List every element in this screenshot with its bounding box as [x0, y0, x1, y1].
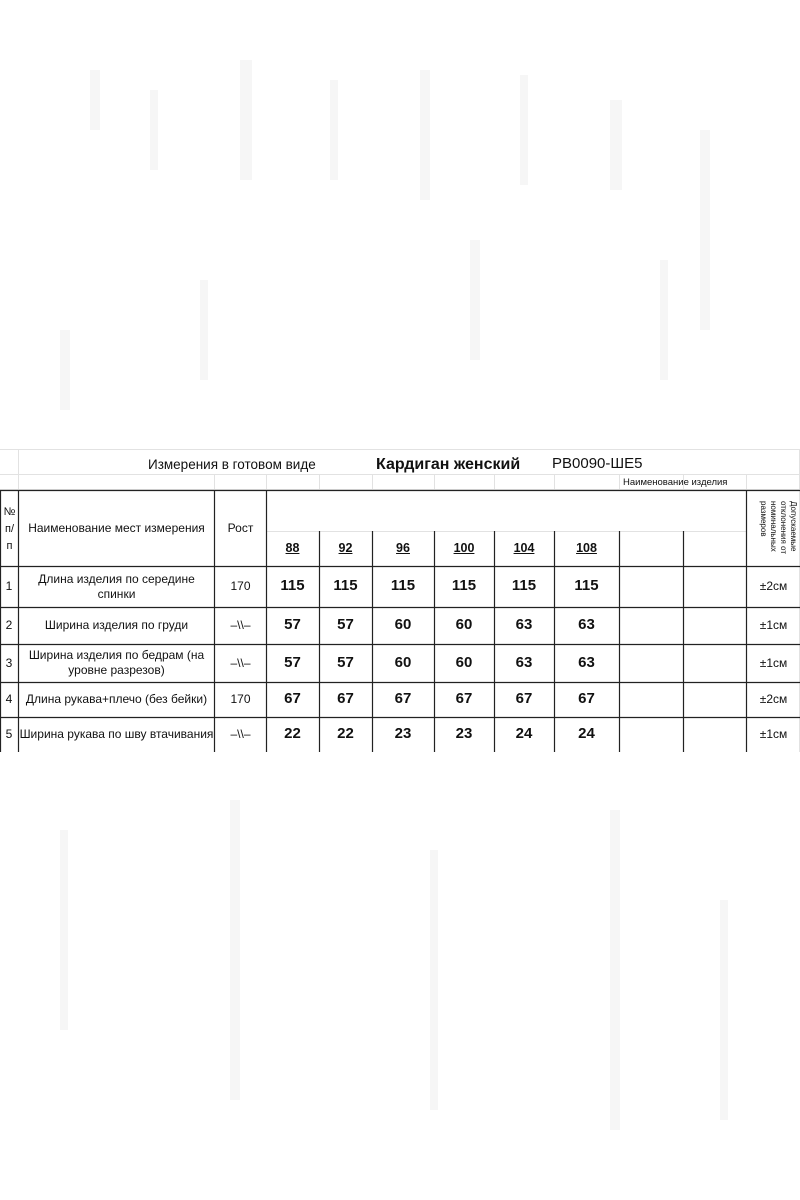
- sheet-caption: Измерения в готовом виде: [148, 457, 316, 472]
- row-measurement-name: Ширина изделия по груди: [44, 618, 189, 632]
- row-tolerance: ±1см: [759, 727, 788, 741]
- row-size-value: 67: [515, 690, 533, 708]
- row-measurement-name: Ширина изделия по бедрам (на уровне разрезов): [28, 648, 205, 677]
- size-header-cell: 108: [576, 541, 597, 556]
- col-header-height-label: Рост: [227, 521, 254, 535]
- row-size-value: 67: [337, 690, 354, 708]
- row-size-value: 67: [394, 690, 412, 708]
- row-size-value: 57: [337, 653, 354, 671]
- row-size-value: 115: [451, 577, 477, 595]
- row-size-value: 63: [515, 653, 533, 671]
- row-number: 3: [5, 655, 13, 670]
- row-size-value: 24: [515, 725, 533, 743]
- row-size-value: 60: [455, 616, 473, 634]
- row-size-value: 60: [394, 616, 412, 634]
- row-number: 5: [5, 727, 13, 741]
- col-header-place: [19, 491, 214, 566]
- size-header-cell: 96: [396, 541, 410, 556]
- row-size-value: 115: [280, 577, 305, 595]
- row-number: 2: [5, 618, 13, 632]
- row-size-value: 67: [284, 690, 301, 708]
- row-tolerance: ±2см: [759, 692, 788, 706]
- size-header-cell: 92: [338, 541, 353, 556]
- row-number: 1: [5, 579, 13, 593]
- row-size-value: 60: [455, 653, 473, 671]
- col-header-tolerance-label: Допускаемые отклонения от номинальных размеров: [759, 501, 798, 554]
- size-header-cell: 100: [453, 541, 475, 556]
- col-header-place-label: Наименование мест измерения: [28, 521, 205, 535]
- row-size-value: 23: [455, 725, 473, 743]
- col-header-number: [1, 499, 18, 559]
- row-height: 170: [230, 692, 251, 706]
- row-measurement-name: Ширина рукава по шву втачивания: [19, 727, 214, 741]
- row-size-value: 22: [337, 725, 354, 743]
- row-size-value: 115: [574, 577, 599, 595]
- row-size-value: 24: [578, 725, 595, 743]
- row-size-value: 57: [284, 653, 301, 671]
- col-header-height: [215, 491, 266, 566]
- row-measurement-name: Длина рукава+плечо (без бейки): [25, 692, 208, 706]
- row-height: 170: [230, 579, 251, 593]
- row-size-value: 67: [455, 690, 473, 708]
- row-size-value: 23: [394, 725, 412, 743]
- size-header-cell: 88: [285, 541, 300, 556]
- col-header-tolerance: [758, 501, 798, 571]
- row-tolerance: ±2см: [759, 579, 788, 593]
- row-size-value: 57: [284, 616, 301, 634]
- col-header-number-label: № п/ п: [3, 505, 16, 552]
- product-name-header: Наименование изделия: [623, 477, 728, 488]
- product-title: Кардиган женский: [376, 456, 521, 473]
- row-height: –\\–: [230, 727, 251, 741]
- row-height: –\\–: [230, 655, 251, 670]
- row-height: –\\–: [230, 618, 251, 632]
- row-measurement-name: Длина изделия по середине спинки: [38, 571, 195, 601]
- row-size-value: 60: [394, 653, 412, 671]
- row-size-value: 115: [390, 577, 416, 595]
- row-size-value: 22: [284, 725, 301, 743]
- row-size-value: 115: [511, 577, 537, 595]
- size-header-cell: 104: [513, 541, 535, 556]
- measurement-sheet: [0, 449, 800, 752]
- row-size-value: 63: [578, 653, 595, 671]
- row-number: 4: [5, 692, 13, 706]
- row-size-value: 63: [578, 616, 595, 634]
- row-tolerance: ±1см: [759, 618, 788, 632]
- product-code: РВ0090-ШЕ5: [552, 455, 643, 472]
- row-tolerance: ±1см: [759, 655, 788, 670]
- row-size-value: 63: [515, 616, 533, 634]
- row-size-value: 115: [333, 577, 358, 595]
- row-size-value: 67: [578, 690, 595, 708]
- row-size-value: 57: [337, 616, 354, 634]
